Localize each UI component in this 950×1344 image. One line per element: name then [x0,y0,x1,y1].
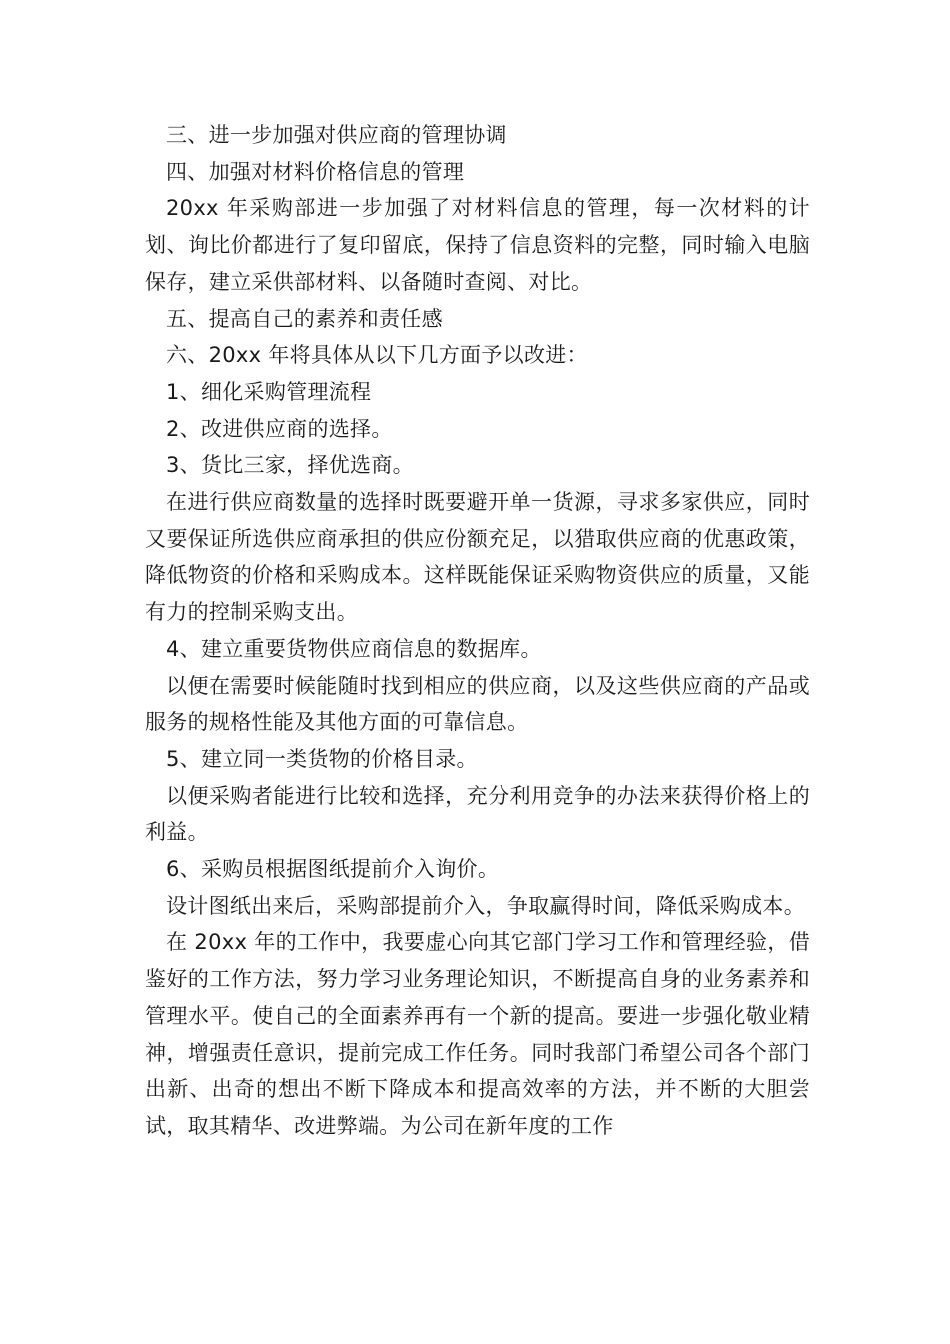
list-item-2: 2、改进供应商的选择。 [166,416,393,441]
document-body [145,117,810,1145]
paragraph-price-info: 20xx 年采购部进一步加强了对材料信息的管理，每一次材料的计划、询比价都进行了复印留底，保持了信息资料的完整，同时输入电脑保存，建立采供部材料、以备随时查阅、对比。 [145,196,810,294]
list-item-4: 4、建立重要货物供应商信息的数据库。 [166,636,542,661]
list-item-5: 5、建立同一类货物的价格目录。 [166,746,478,771]
section-heading-5: 五、提高自己的素养和责任感 [166,306,443,331]
list-item-3: 3、货比三家，择优选商。 [166,453,414,478]
section-heading-6: 六、20xx 年将具体从以下几方面予以改进： [166,343,588,368]
paragraph-price-catalog: 以便采购者能进行比较和选择，充分利用竞争的办法来获得价格上的利益。 [145,783,810,845]
list-item-1: 1、细化采购管理流程 [166,379,372,404]
section-heading-3: 三、进一步加强对供应商的管理协调 [166,123,507,147]
paragraph-work-plan: 在 20xx 年的工作中，我要虚心向其它部门学习工作和管理经验，借鉴好的工作方法，努力学习业务理论知识，不断提高自身的业务素养和管理水平。使自己的全面素养再有一个新的提高。要进一步强化敬业精神，增强责任意识，提前完成工作任务。同时我部门希望公司各个部门出新、出奇的想出不断下降成本和提高效率的方法，并不断的大胆尝试，取其精华、改进弊端。为公司在新年度的工作 [145,930,810,1138]
paragraph-supplier-selection: 在进行供应商数量的选择时既要避开单一货源，寻求多家供应，同时又要保证所选供应商承担的供应份额充足，以猎取供应商的优惠政策，降低物资的价格和采购成本。这样既能保证采购物资供应的质量，又能有力的控制采购支出。 [145,490,810,625]
paragraph-supplier-database: 以便在需要时候能随时找到相应的供应商，以及这些供应商的产品或服务的规格性能及其他方面的可靠信息。 [145,673,810,735]
section-heading-4: 四、加强对材料价格信息的管理 [166,159,465,184]
paragraph-early-inquiry: 设计图纸出来后，采购部提前介入，争取赢得时间，降低采购成本。 [166,893,805,918]
list-item-6: 6、采购员根据图纸提前介入询价。 [166,857,500,882]
